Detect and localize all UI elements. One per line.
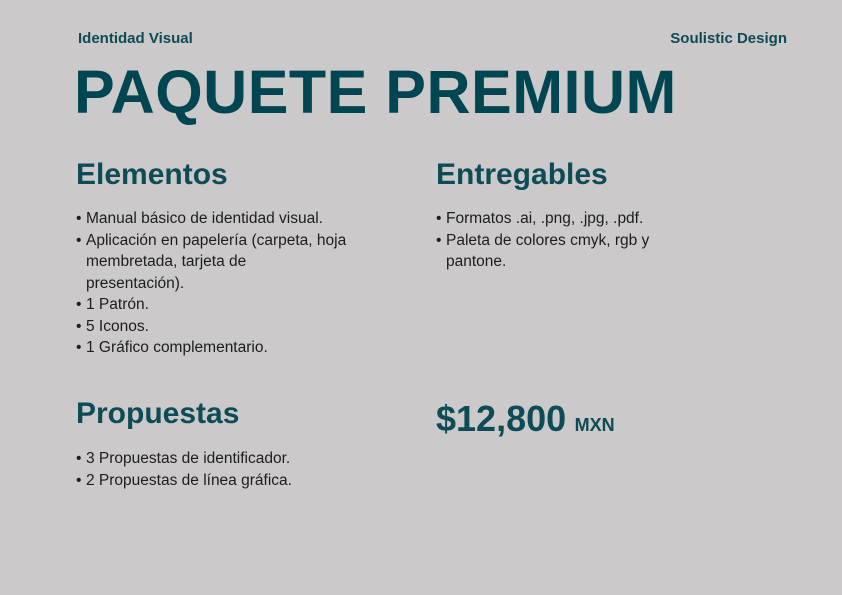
page-title: PAQUETE PREMIUM [74, 58, 677, 126]
list-item: • 1 Patrón. [76, 294, 348, 316]
entregables-list [436, 208, 658, 273]
list-item: • Aplicación en papelería (carpeta, hoja membretada, tarjeta de presentación). [76, 230, 348, 295]
price-currency: MXN [574, 415, 615, 435]
header-brand: Soulistic Design [670, 30, 787, 47]
list-item: • Manual básico de identidad visual. [76, 208, 348, 230]
propuestas-heading: Propuestas [76, 397, 240, 430]
list-item: • Formatos .ai, .png, .jpg, .pdf. [436, 208, 658, 230]
price-amount: $12,800 [436, 398, 567, 439]
list-item: • 1 Gráfico complementario. [76, 337, 348, 359]
header-category: Identidad Visual [78, 30, 193, 47]
elementos-heading: Elementos [76, 158, 228, 191]
price-tag [436, 398, 615, 440]
entregables-heading: Entregables [436, 158, 608, 191]
list-item: • 3 Propuestas de identificador. [76, 448, 376, 470]
list-item: • 2 Propuestas de línea gráfica. [76, 470, 376, 492]
list-item: • Paleta de colores cmyk, rgb y pantone. [436, 230, 658, 273]
list-item: • 5 Iconos. [76, 316, 348, 338]
elementos-list [76, 208, 348, 359]
propuestas-list [76, 448, 376, 491]
